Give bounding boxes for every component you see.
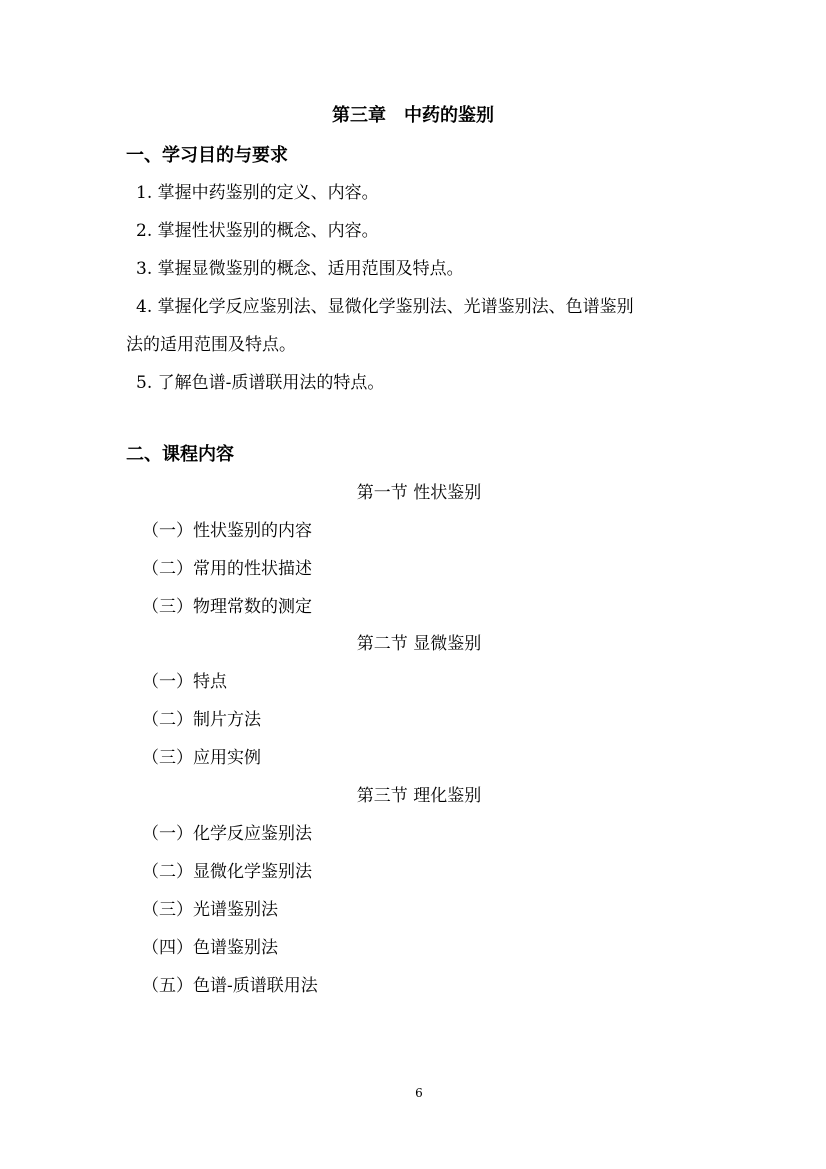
content-list-item: （四）色谱鉴别法 — [142, 938, 278, 958]
objective-item: 5. 了解色谱-质谱联用法的特点。 — [136, 373, 385, 393]
objective-item: 1. 掌握中药鉴别的定义、内容。 — [136, 183, 379, 203]
section-heading-course-content: 二、课程内容 — [126, 444, 234, 465]
objective-item: 3. 掌握显微鉴别的概念、适用范围及特点。 — [136, 259, 464, 279]
section-heading-objectives: 一、学习目的与要求 — [126, 145, 288, 166]
objective-item-continuation: 法的适用范围及特点。 — [126, 335, 296, 355]
content-list-item: （二）显微化学鉴别法 — [142, 862, 312, 882]
content-list-item: （三）应用实例 — [142, 748, 261, 768]
subsection-heading: 第三节 理化鉴别 — [356, 786, 482, 806]
content-list-item: （一）性状鉴别的内容 — [142, 521, 312, 541]
content-list-item: （一）特点 — [142, 672, 227, 692]
content-list-item: （一）化学反应鉴别法 — [142, 824, 312, 844]
content-list-item: （三）光谱鉴别法 — [142, 900, 278, 920]
page-number: 6 — [415, 1086, 423, 1100]
objective-item: 2. 掌握性状鉴别的概念、内容。 — [136, 221, 379, 241]
content-list-item: （二）常用的性状描述 — [142, 559, 312, 579]
objective-item: 4. 掌握化学反应鉴别法、显微化学鉴别法、光谱鉴别法、色谱鉴别 — [136, 297, 634, 317]
content-list-item: （三）物理常数的测定 — [142, 597, 312, 617]
subsection-heading: 第一节 性状鉴别 — [356, 483, 482, 503]
content-list-item: （二）制片方法 — [142, 710, 261, 730]
content-list-item: （五）色谱-质谱联用法 — [142, 976, 318, 996]
subsection-heading: 第二节 显微鉴别 — [356, 634, 482, 654]
chapter-title: 第三章 中药的鉴别 — [332, 105, 494, 126]
